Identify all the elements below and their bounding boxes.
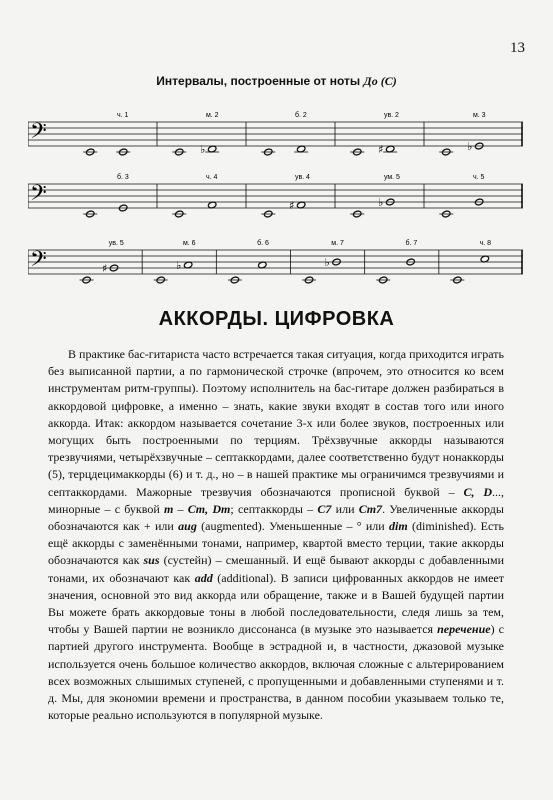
emphasized-term: Cm, Dm <box>187 501 231 516</box>
staff-row-1 <box>28 108 523 166</box>
interval-label: м. 2 <box>205 112 219 119</box>
emphasized-term: aug <box>178 519 197 534</box>
flat-icon: ♭ <box>200 143 206 156</box>
emphasized-term: C, D <box>463 484 492 499</box>
flat-icon: ♭ <box>324 256 330 269</box>
paragraph-text: (diminished). Есть ещё аккорды с заменёнными тонами, например, квартой вместо терции, такие аккорды обозначаются как <box>48 519 504 568</box>
paragraph-text: – <box>173 501 188 516</box>
interval-label: б. 2 <box>294 112 307 119</box>
staff-svg-3 <box>28 236 523 294</box>
paragraph-text: . Увеличенные аккорды обозначаются как + или <box>48 501 504 534</box>
section-title <box>0 74 553 89</box>
staff-row-2 <box>28 170 523 228</box>
interval-label: ч. 8 <box>479 240 492 247</box>
bass-clef-icon: 𝄢 <box>30 119 47 149</box>
interval-label: ч. 5 <box>472 174 485 181</box>
paragraph-text: (additional). В записи цифрованных аккордов не имеет значения, основной это вид аккорда или обращение, также и в Вашей будущей партии Вы можете брать аккордовые тоны в любой последовательности, следя лишь за тем, чтобы у Вашей партии не возникло диссонанса (в музыке это называется <box>48 570 504 637</box>
section-title-text: Интервалы, построенные от ноты <box>156 74 364 88</box>
section-title-note: До (С) <box>363 74 397 88</box>
interval-label: б. 7 <box>405 240 418 247</box>
interval-label: ув. 4 <box>294 174 310 181</box>
flat-icon: ♭ <box>176 259 182 272</box>
interval-label: ч. 4 <box>205 174 218 181</box>
interval-label: ч. 1 <box>116 112 129 119</box>
flat-icon: ♭ <box>378 196 384 209</box>
interval-label: ув. 5 <box>108 240 124 247</box>
sharp-icon: ♯ <box>378 143 384 156</box>
paragraph <box>48 346 504 724</box>
emphasized-term: sus <box>143 553 160 568</box>
interval-label: б. 3 <box>116 174 129 181</box>
page-number: 13 <box>510 40 525 56</box>
paragraph-text: ..., минорные – с буквой <box>48 484 504 516</box>
interval-label: ув. 2 <box>383 112 399 119</box>
paragraph-text: (сустейн) – смешанный. И ещё бывают аккорды с добавленными тонами, их обозначают как <box>48 553 504 585</box>
paragraph-text: (augmented). Уменьшенные – ° или <box>196 519 390 534</box>
sharp-icon: ♯ <box>289 199 295 212</box>
interval-label: м. 3 <box>472 112 486 119</box>
paragraph-text: ) с партией другого инструмента. Вообще в эстрадной и, в частности, джазовой музыке используется очень большое количество аккордов, включая сложные с альтерированием всех возможных слышимых ступеней, с пропущенными и добавленными ступенями и т. д. Мы, для экономии времени и пространства, в данном пособии указываем только те, которые реально используются в популярной музыке. <box>48 622 504 723</box>
emphasized-term: m <box>163 501 174 516</box>
sharp-icon: ♯ <box>101 262 108 275</box>
paragraph-text: или <box>331 501 359 516</box>
interval-label: м. 7 <box>331 240 344 247</box>
staff-row-3 <box>28 236 523 294</box>
chapter-heading: АККОРДЫ. ЦИФРОВКА <box>158 308 395 330</box>
paragraph-text: В практике бас-гитариста часто встречается такая ситуация, когда приходится играть без выписанной партии, а по гармонической строчке (впрочем, это относится ко всем инструментам ритм-группы). Поэтому исполнитель на бас-гитаре должен разбираться в аккордовой цифровке, а именно – знать, какие звуки входят в состав того или иного аккорда. Итак: аккордом называется сочетание 3-х или более звуков, построенных или могущих быть построенными по терциям. Трёхзвучные аккорды называются трезвучиями, четырёхзвучные – септаккордами, далее соответственно будут нонаккорды (5), терцдецимаккорды (6) и т. д., но – в нашей практике мы ограничимся трезвучиями и септаккордами. Мажорные трезвучия обозначаются прописной буквой – <box>48 347 504 499</box>
emphasized-term: add <box>194 570 213 585</box>
interval-label: б. 6 <box>257 240 269 247</box>
emphasized-term: перечение <box>437 622 491 637</box>
interval-label: ум. 5 <box>383 174 400 181</box>
bass-clef-icon: 𝄢 <box>30 181 47 211</box>
emphasized-term: Cm7 <box>358 501 383 516</box>
paragraph-text: ; септаккорды – <box>230 501 318 516</box>
staff-svg-2 <box>28 170 523 228</box>
interval-label: м. 6 <box>182 240 196 247</box>
emphasized-term: C7 <box>317 501 332 516</box>
emphasized-term: dim <box>389 519 408 534</box>
bass-clef-icon: 𝄢 <box>30 247 47 277</box>
staff-svg-1 <box>28 108 523 166</box>
body-text <box>48 346 504 724</box>
flat-icon: ♭ <box>467 140 473 153</box>
